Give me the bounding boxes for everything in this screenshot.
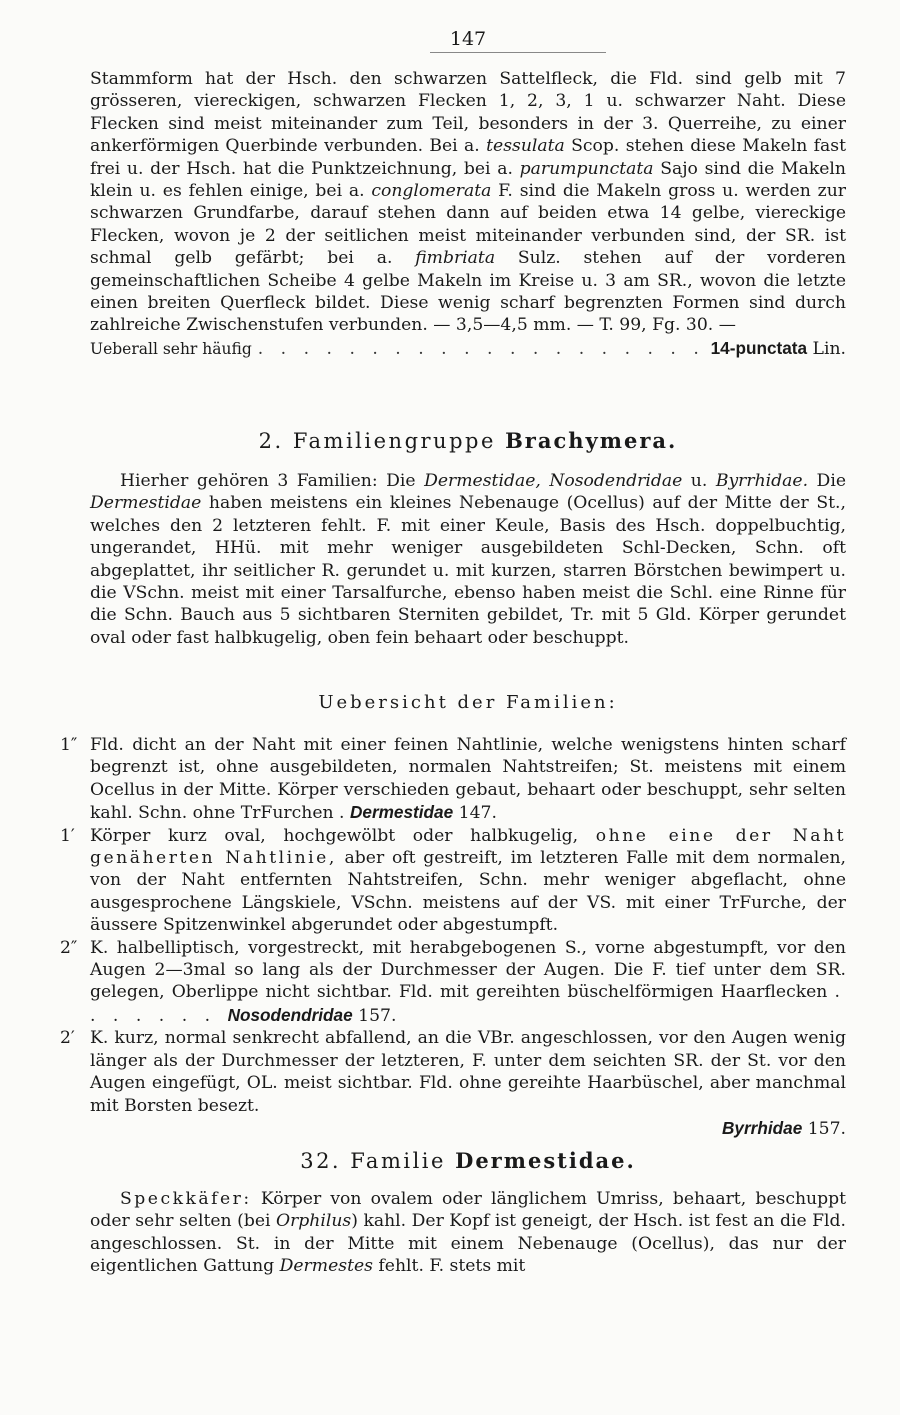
key-number: 2″	[60, 937, 78, 958]
brachymera-text-4: haben meistens ein kleines Nebenauge (Ocellus) auf der Mitte der St., welches den 2 letzteren fehlt. F. mit einer Keule, Basis des Hsch. doppelbuchtig, ungerandet, HHü. mit mehr weniger ausgebildeten Schl-Decken, Schn. oft abgeplattet, ihr seitlicher R. gerundet u. mit kurzen, starren Börstchen bewimpert u. die VSchn. meist mit einer Tarsalfurche, ebenso haben meist die Schl. eine Rinne für die Schn. Bauch aus 5 sichtbaren Sterniten gebildet, Tr. mit 5 Gld. Körper gerundet oval oder fast halbkugelig, oben fein behaart oder beschuppt.	[90, 493, 846, 648]
species-name	[711, 337, 846, 360]
key-entry-2b	[60, 1027, 846, 1140]
section-heading-brachymera	[90, 428, 846, 453]
key-entry-2a: 2″ K. halbelliptisch, vorgestreckt, mit herabgebogenen S., vorne abgestumpft, vor den Augen 2—3mal so lang als der Durchmesser der Augen. Die F. tief unter dem SR. gelegen, Oberlippe nicht sichtbar. Fld. mit gereihten büschelförmigen Haarflecken . . . . . . . Nosodendridae 157.	[60, 937, 846, 1026]
intro-text	[90, 68, 846, 337]
key-text-spaced: ohne eine der Naht genäherten Nahtlinie,	[90, 825, 846, 869]
species-author: Lin.	[807, 338, 846, 359]
intro-text-1: Stammform hat der Hsch. den schwarzen Sattelfleck, die Fld. sind gelb mit 7 grösseren, viereckigen, schwarzen Flecken 1, 2, 3, 1 u. schwarzer Naht. Diese Flecken sind meist miteinander zum Teil, besonders in der 3. Querreihe, zu einer ankerförmigen Querbinde verbunden. Bei a.	[90, 69, 846, 157]
species-leader-line	[90, 337, 846, 360]
intro-text-3: Sajo sind die Makeln klein u. es fehlen einige, bei a.	[90, 158, 846, 202]
key-text: Körper kurz oval, hochgewölbt oder halbkugelig,	[90, 825, 596, 846]
dermestidae-text-2: ) kahl. Der Kopf ist geneigt, der Hsch. ist fest an die Fld. angeschlossen. St. in der Mitte mit einem Nebenauge (Ocellus), das nur der eigentlichen Gattung	[90, 1211, 846, 1277]
key-number: 2′	[60, 1028, 75, 1049]
taxon-tessulata: tessulata	[486, 136, 565, 157]
genus-dermestes: Dermestes	[279, 1256, 373, 1277]
key-entry-1b	[60, 825, 846, 937]
overview-title: Uebersicht der Familien:	[318, 692, 618, 713]
key-text: K. kurz, normal senkrecht abfallend, an die VBr. angeschlossen, vor den Augen wenig länger als der Durchmesser der letzteren, F. unter dem seichten SR. der St. vor den Augen eingefügt, OL. meist sichtbar. Fld. ohne gereihte Haarbüschel, aber manchmal mit Borsten besezt.	[90, 1028, 846, 1116]
brachymera-text-3: Die	[808, 471, 846, 491]
intro-text-2: Scop. stehen diese Makeln fast frei u. der Hsch. hat die Punktzeichnung, bei a.	[90, 136, 846, 179]
brachymera-text	[90, 470, 846, 649]
species-epithet: 14-punctata	[710, 337, 808, 358]
brachymera-text-1: Hierher gehören 3 Familien: Die	[120, 471, 425, 491]
section-heading-prefix: 32. Familie	[300, 1149, 456, 1173]
section-heading-dermestidae	[90, 1148, 846, 1173]
key-page: 157.	[352, 1005, 397, 1026]
brachymera-text-2: u.	[682, 471, 716, 491]
intro-text-5: Sulz. stehen auf der vorderen gemeinschaftlichen Scheibe 4 gelbe Makeln im Kreise u. 3 am SR., wovon die letzte einen breiten Querfleck bildet. Diese wenig scharf begrenzten Formen sind durch zahlreiche Zwischenstufen verbunden. — 3,5—4,5 mm. — T. 99, Fg. 30. —	[90, 248, 846, 336]
section-heading-name: Brachymera.	[505, 428, 678, 453]
key-family: Byrrhidae	[722, 1117, 803, 1138]
dermestidae-paragraph	[90, 1188, 846, 1278]
key-text: aber oft gestreift, im letzteren Falle mit dem normalen, von der Naht entfernten Nahtstreifen, Schn. mehr weniger abgeflacht, ohne ausgesprochene Längskiele, VSchn. meistens auf der VS. mit einer TrFurche, der äussere Spitzenwinkel abgerundet oder abgestumpft.	[90, 848, 846, 936]
key-page: 147.	[453, 803, 497, 824]
page-number-rule	[430, 52, 606, 53]
family-key	[60, 734, 846, 1140]
key-page: 157.	[802, 1118, 846, 1139]
section-heading-name: Dermestidae.	[455, 1148, 636, 1173]
page-number: 147	[449, 28, 487, 50]
taxon-parumpunctata: parumpunctata	[519, 158, 654, 179]
leader-dots	[252, 338, 711, 360]
key-text: Fld. dicht an der Naht mit einer feinen Nahtlinie, welche wenigstens hinten scharf begrenzt ist, ohne ausgebildeten, normalen Nahtstreifen; St. meistens mit einem Ocellus in der Mitte. Körper verschieden gebaut, behaart oder beschuppt, sehr selten kahl. Schn. ohne TrFurchen	[90, 735, 846, 824]
key-family: Nosodendridae	[227, 1004, 353, 1025]
key-result	[90, 1117, 846, 1140]
family-names-2: Byrrhidae.	[715, 471, 809, 491]
dermestidae-text-3: fehlt. F. stets mit	[372, 1256, 526, 1277]
genus-orphilus: Orphilus	[275, 1211, 352, 1232]
intro-text-4: F. sind die Makeln gross u. werden zur schwarzen Grundfarbe, darauf stehen dann auf beiden etwa 14 gelbe, viereckige Flecken, wovon je 2 der seitlichen meist miteinander verbunden sind, der SR. ist schmal gelb gefärbt; bei a.	[90, 181, 846, 269]
leader-text: Ueberall sehr häufig	[90, 339, 252, 358]
taxon-fimbriata: fimbriata	[415, 248, 496, 269]
family-names-3: Dermestidae	[90, 493, 202, 514]
family-names-1: Dermestidae, Nosodendridae	[424, 471, 683, 491]
dermestidae-text	[90, 1188, 846, 1278]
dermestidae-text-1: Körper von ovalem oder länglichem Umriss, behaart, beschuppt oder sehr selten (bei	[90, 1189, 846, 1232]
key-entry-1a: 1″ Fld. dicht an der Naht mit einer feinen Nahtlinie, welche wenigstens hinten scharf begrenzt ist, ohne ausgebildeten, normalen Nahtstreifen; St. meistens mit einem Ocellus in der Mitte. Körper verschieden gebaut, behaart oder beschuppt, sehr selten kahl. Schn. ohne TrFurchen . Dermestidae 147.	[60, 735, 846, 824]
key-number: 1″	[60, 735, 78, 755]
section-heading-prefix: 2. Familiengruppe	[258, 429, 506, 453]
intro-paragraph	[90, 68, 846, 360]
key-number: 1′	[60, 825, 75, 846]
taxon-conglomerata: conglomerata	[371, 181, 492, 202]
brachymera-paragraph	[90, 470, 846, 649]
common-name: Speckkäfer:	[120, 1189, 252, 1209]
key-family: Dermestidae	[349, 802, 454, 823]
key-text: K. halbelliptisch, vorgestreckt, mit herabgebogenen S., vorne abgestumpft, vor den Augen 2—3mal so lang als der Durchmesser der Augen. Die F. tief unter dem SR. gelegen, Oberlippe nicht sichtbar. Fld. mit gereihten büschelförmigen Haarflecken	[90, 937, 846, 1003]
